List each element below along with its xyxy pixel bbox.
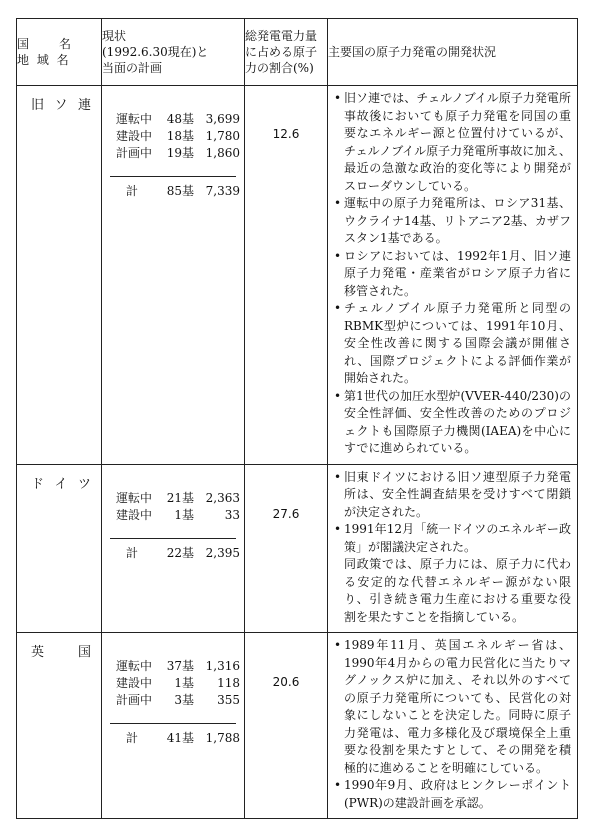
status-row: [102, 507, 244, 524]
development-item: • ロシアにおいては、1992年1月、旧ソ連原子力発電・産業省がロシア原子力省に移管された。: [334, 248, 571, 301]
development-item: • 1989年11月、英国エネルギー省は、1990年4月からの電力民営化に当たりマグノックス炉に加え、それ以外のすべての原子力発電所についても、民営化の対象にしないことを決定した。同時に原子力発電は、電力多様化及び環境保全上重要な役割を果たすとして、その開発を積極的に進めることを明確にしている。: [334, 637, 571, 777]
table-row-uk: [17, 633, 578, 819]
status-row: [102, 111, 244, 128]
total-capacity: 1,788: [205, 731, 240, 745]
development-item: • 旧東ドイツにおける旧ソ連型原子力発電所は、安全性調査結果を受けすべて閉鎖が決定された。: [334, 469, 571, 522]
status-row: [102, 675, 244, 692]
development-item: • 第1世代の加圧水型炉(VVER-440/230)の安全性評価、安全性改善のためのプロジェクトも国際原子力機関(IAEA)を中心にすでに進められている。: [334, 388, 571, 458]
status-label: 建設中: [116, 129, 153, 143]
status-label: 運転中: [116, 112, 153, 126]
share-value: 12.6: [272, 127, 300, 141]
status-units: 48基: [166, 112, 194, 126]
total-label: 計: [126, 184, 139, 198]
status-cell: [102, 464, 245, 633]
status-label: 運転中: [116, 659, 153, 673]
header-region: [17, 19, 102, 86]
development-item: • 1991年12月「統一ドイツのエネルギー政策」が閣議決定された。: [334, 521, 571, 556]
region-char: ソ: [54, 98, 68, 113]
header-region-line2: 地 域 名: [17, 53, 71, 67]
development-cell: [328, 464, 578, 633]
total-units: 22基: [166, 545, 194, 560]
status-label: 建設中: [116, 507, 153, 522]
status-total-row: [102, 724, 244, 747]
status-capacity: 1,316: [205, 659, 240, 673]
development-list: [328, 633, 577, 818]
status-row: [102, 692, 244, 709]
total-capacity: 7,339: [205, 184, 240, 198]
status-label: 建設中: [116, 676, 153, 690]
status-row: [102, 128, 244, 145]
region-char: ツ: [77, 476, 91, 492]
header-status-line2: (1992.6.30現在)と: [102, 45, 209, 59]
development-item: • 旧ソ連では、チェルノブイル原子力発電所事故後においても原子力発電を同国の重要なエネルギー源と位置付けているが、チェルノブイル原子力発電所事故に加え、最近の急激な政治的変化等により開発がスローダウンしている。: [334, 90, 571, 195]
nuclear-status-table: [16, 18, 578, 819]
region-cell: [17, 633, 102, 819]
total-units: 41基: [166, 731, 194, 745]
region-name: [31, 641, 91, 660]
status-capacity: 1,860: [205, 146, 240, 160]
development-list: [328, 86, 577, 464]
region-cell: [17, 464, 102, 633]
region-char: ド: [31, 476, 45, 492]
status-total-row: [102, 539, 244, 562]
status-list: [102, 633, 244, 709]
total-units: 85基: [166, 184, 194, 198]
header-share-line2: に占める原子: [245, 45, 318, 59]
share-cell: [245, 633, 328, 819]
region-char: 英: [31, 645, 45, 660]
status-units: 18基: [166, 129, 194, 143]
header-status-line1: 現状: [102, 29, 127, 43]
status-capacity: 118: [217, 676, 240, 690]
status-cell: [102, 633, 245, 819]
header-development: 主要国の原子力発電の開発状況: [328, 19, 578, 86]
development-list: [328, 465, 577, 633]
status-list: [102, 86, 244, 162]
development-item: • チェルノブイル原子力発電所と同型のRBMK型炉については、1991年10月、安全性改善に関する国際会議が開催され、国際プロジェクトによる評価作業が開始された。: [334, 300, 571, 388]
header-region-line1: 国 名: [17, 37, 74, 51]
status-row: [102, 658, 244, 675]
region-name: [31, 473, 91, 492]
header-status: [102, 19, 245, 86]
header-share-line3: 力の割合(%): [245, 61, 314, 75]
status-units: 19基: [166, 146, 194, 160]
status-label: 計画中: [116, 146, 153, 160]
status-cell: [102, 86, 245, 465]
status-row: [102, 145, 244, 162]
total-label: 計: [126, 731, 139, 745]
development-item: • 1990年9月、政府はヒンクレーポイント(PWR)の建設計画を承認。: [334, 777, 571, 812]
header-row: [17, 19, 578, 86]
status-capacity: 2,363: [205, 490, 240, 505]
development-cell: [328, 633, 578, 819]
header-share: [245, 19, 328, 86]
status-total-row: [102, 177, 244, 200]
development-cell: [328, 86, 578, 465]
status-capacity: 3,699: [205, 112, 240, 126]
development-item: • 運転中の原子力発電所は、ロシア31基、ウクライナ14基、リトアニア2基、カザフスタン1基である。: [334, 195, 571, 248]
table-row-ussr: [17, 86, 578, 465]
share-value: 27.6: [272, 506, 300, 521]
header-share-line1: 総発電電力量: [245, 29, 318, 43]
share-cell: [245, 86, 328, 465]
region-name: [31, 94, 91, 113]
status-capacity: 1,780: [205, 129, 240, 143]
status-units: 21基: [166, 490, 194, 505]
status-units: 1基: [174, 676, 194, 690]
status-capacity: 355: [217, 693, 240, 707]
status-list: [102, 465, 244, 524]
development-item: 同政策では、原子力には、原子力に代わる安定的な代替エネルギー源がない限り、引き続き電力生産における重要な役割を果たすことを指摘している。: [344, 557, 571, 624]
total-capacity: 2,395: [205, 545, 240, 560]
region-char: 連: [77, 98, 91, 113]
region-char: 国: [77, 645, 91, 660]
header-status-line3: 当面の計画: [102, 61, 163, 75]
share-value: 20.6: [272, 675, 300, 689]
status-capacity: 33: [224, 507, 240, 522]
status-units: 37基: [166, 659, 194, 673]
region-char: イ: [54, 476, 68, 492]
region-char: 旧: [31, 98, 45, 113]
total-label: 計: [126, 545, 139, 560]
table-row-germany: [17, 464, 578, 633]
status-label: 計画中: [116, 693, 153, 707]
region-cell: [17, 86, 102, 465]
share-cell: [245, 464, 328, 633]
status-units: 3基: [174, 693, 194, 707]
status-label: 運転中: [116, 490, 153, 505]
status-row: [102, 490, 244, 507]
status-units: 1基: [174, 507, 194, 522]
